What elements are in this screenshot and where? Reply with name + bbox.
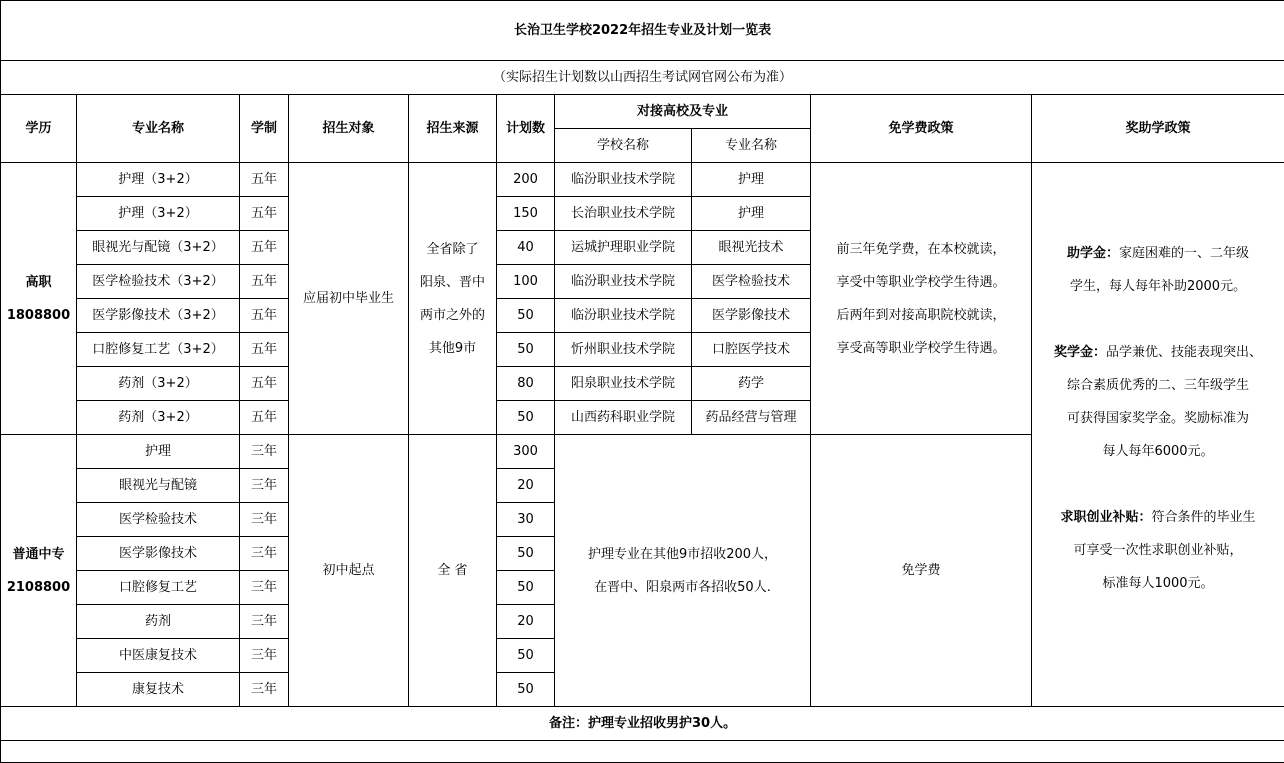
school-cell: 长治职业技术学院 xyxy=(555,197,692,231)
major-cell: 药剂（3+2） xyxy=(77,367,240,401)
partner-note-line: 护理专业在其他9市招收200人， xyxy=(555,538,810,571)
plan-cell: 50 xyxy=(497,401,555,435)
source-high xyxy=(409,163,497,435)
duration-cell: 三年 xyxy=(240,503,289,537)
plan-cell: 50 xyxy=(497,639,555,673)
partner-major-cell: 眼视光技术 xyxy=(692,231,811,265)
partner-major-cell: 药学 xyxy=(692,367,811,401)
school-cell: 临汾职业技术学院 xyxy=(555,299,692,333)
plan-cell: 200 xyxy=(497,163,555,197)
major-cell: 口腔修复工艺（3+2） xyxy=(77,333,240,367)
footnote: 备注：护理专业招收男护30人。 xyxy=(1,707,1284,741)
partner-note-line: 在晋中、阳泉两市各招收50人. xyxy=(555,571,810,604)
header-target: 招生对象 xyxy=(289,95,409,163)
major-cell: 眼视光与配镜（3+2） xyxy=(77,231,240,265)
partner-major-cell: 医学检验技术 xyxy=(692,265,811,299)
partner-major-cell: 医学影像技术 xyxy=(692,299,811,333)
header-duration: 学制 xyxy=(240,95,289,163)
school-cell: 运城护理职业学院 xyxy=(555,231,692,265)
education-code: 1808800 xyxy=(1,299,76,332)
major-cell: 医学影像技术 xyxy=(77,537,240,571)
duration-cell: 五年 xyxy=(240,265,289,299)
scholarship-label: 奖学金： xyxy=(1054,345,1106,360)
major-cell: 康复技术 xyxy=(77,673,240,707)
header-partner-major: 专业名称 xyxy=(692,129,811,163)
major-cell: 口腔修复工艺 xyxy=(77,571,240,605)
table-row xyxy=(1,163,1284,197)
major-cell: 眼视光与配镜 xyxy=(77,469,240,503)
plan-cell: 20 xyxy=(497,469,555,503)
grant-line xyxy=(1032,237,1284,270)
education-name: 高职 xyxy=(1,266,76,299)
major-cell: 护理（3+2） xyxy=(77,163,240,197)
aid-spacer xyxy=(1032,171,1284,204)
grant-text: 家庭困难的一、二年级 xyxy=(1119,246,1249,261)
plan-cell: 30 xyxy=(497,503,555,537)
tuition-line: 前三年免学费，在本校就读， xyxy=(811,233,1031,266)
duration-cell: 三年 xyxy=(240,537,289,571)
education-secondary xyxy=(1,435,77,707)
job-line: 标准每人1000元。 xyxy=(1032,567,1284,600)
sheet-title: 长治卫生学校2022年招生专业及计划一览表 xyxy=(1,1,1284,61)
plan-cell: 20 xyxy=(497,605,555,639)
plan-cell: 150 xyxy=(497,197,555,231)
school-cell: 阳泉职业技术学院 xyxy=(555,367,692,401)
plan-cell: 50 xyxy=(497,299,555,333)
tuition-high xyxy=(811,163,1032,435)
sheet-subtitle: （实际招生计划数以山西招生考试网官网公布为准） xyxy=(1,61,1284,95)
plan-cell: 300 xyxy=(497,435,555,469)
aid-spacer xyxy=(1032,303,1284,336)
job-label: 求职创业补贴： xyxy=(1061,510,1152,525)
job-line: 可享受一次性求职创业补贴， xyxy=(1032,534,1284,567)
major-cell: 药剂 xyxy=(77,605,240,639)
aid-spacer xyxy=(1032,600,1284,633)
header-tuition: 免学费政策 xyxy=(811,95,1032,163)
target-high: 应届初中毕业生 xyxy=(289,163,409,435)
duration-cell: 五年 xyxy=(240,231,289,265)
plan-cell: 100 xyxy=(497,265,555,299)
duration-cell: 三年 xyxy=(240,571,289,605)
duration-cell: 五年 xyxy=(240,401,289,435)
source-secondary: 全 省 xyxy=(409,435,497,707)
target-secondary: 初中起点 xyxy=(289,435,409,707)
major-cell: 医学影像技术（3+2） xyxy=(77,299,240,333)
major-cell: 药剂（3+2） xyxy=(77,401,240,435)
job-text: 符合条件的毕业生 xyxy=(1152,510,1256,525)
source-line: 其他9市 xyxy=(409,332,496,365)
duration-cell: 三年 xyxy=(240,639,289,673)
header-source: 招生来源 xyxy=(409,95,497,163)
header-education: 学历 xyxy=(1,95,77,163)
grant-line: 学生，每人每年补助2000元。 xyxy=(1032,270,1284,303)
partner-major-cell: 护理 xyxy=(692,197,811,231)
duration-cell: 五年 xyxy=(240,163,289,197)
school-cell: 忻州职业技术学院 xyxy=(555,333,692,367)
grant-label: 助学金： xyxy=(1067,246,1119,261)
partner-note xyxy=(555,435,811,707)
tuition-line: 后两年到对接高职院校就读， xyxy=(811,299,1031,332)
plan-cell: 40 xyxy=(497,231,555,265)
school-cell: 山西药科职业学院 xyxy=(555,401,692,435)
plan-cell: 50 xyxy=(497,673,555,707)
school-cell: 临汾职业技术学院 xyxy=(555,163,692,197)
duration-cell: 三年 xyxy=(240,673,289,707)
education-name: 普通中专 xyxy=(1,538,76,571)
duration-cell: 五年 xyxy=(240,367,289,401)
header-major: 专业名称 xyxy=(77,95,240,163)
school-cell: 临汾职业技术学院 xyxy=(555,265,692,299)
duration-cell: 五年 xyxy=(240,197,289,231)
partner-major-cell: 护理 xyxy=(692,163,811,197)
major-cell: 医学检验技术 xyxy=(77,503,240,537)
major-cell: 护理 xyxy=(77,435,240,469)
major-cell: 护理（3+2） xyxy=(77,197,240,231)
plan-cell: 50 xyxy=(497,537,555,571)
header-partner-group: 对接高校及专业 xyxy=(555,95,811,129)
aid-spacer xyxy=(1032,666,1284,699)
scholarship-text: 品学兼优、技能表现突出、 xyxy=(1106,345,1262,360)
aid-spacer xyxy=(1032,204,1284,237)
scholarship-line xyxy=(1032,336,1284,369)
scholarship-line: 综合素质优秀的二、三年级学生 xyxy=(1032,369,1284,402)
scholarship-line: 可获得国家奖学金。奖励标准为 xyxy=(1032,402,1284,435)
header-aid: 奖助学政策 xyxy=(1032,95,1284,163)
aid-policy xyxy=(1032,163,1284,707)
plan-cell: 50 xyxy=(497,333,555,367)
duration-cell: 五年 xyxy=(240,299,289,333)
blank-row xyxy=(1,741,1284,763)
major-cell: 医学检验技术（3+2） xyxy=(77,265,240,299)
duration-cell: 三年 xyxy=(240,469,289,503)
aid-spacer xyxy=(1032,633,1284,666)
tuition-line: 享受高等职业学校学生待遇。 xyxy=(811,332,1031,365)
tuition-line: 享受中等职业学校学生待遇。 xyxy=(811,266,1031,299)
scholarship-line: 每人每年6000元。 xyxy=(1032,435,1284,468)
duration-cell: 五年 xyxy=(240,333,289,367)
partner-major-cell: 口腔医学技术 xyxy=(692,333,811,367)
tuition-secondary: 免学费 xyxy=(811,435,1032,707)
education-code: 2108800 xyxy=(1,571,76,604)
source-line: 阳泉、晋中 xyxy=(409,266,496,299)
major-cell: 中医康复技术 xyxy=(77,639,240,673)
duration-cell: 三年 xyxy=(240,605,289,639)
plan-cell: 80 xyxy=(497,367,555,401)
plan-cell: 50 xyxy=(497,571,555,605)
education-high xyxy=(1,163,77,435)
job-line xyxy=(1032,501,1284,534)
header-plan: 计划数 xyxy=(497,95,555,163)
duration-cell: 三年 xyxy=(240,435,289,469)
partner-major-cell: 药品经营与管理 xyxy=(692,401,811,435)
header-partner-school: 学校名称 xyxy=(555,129,692,163)
source-line: 全省除了 xyxy=(409,233,496,266)
aid-spacer xyxy=(1032,468,1284,501)
source-line: 两市之外的 xyxy=(409,299,496,332)
